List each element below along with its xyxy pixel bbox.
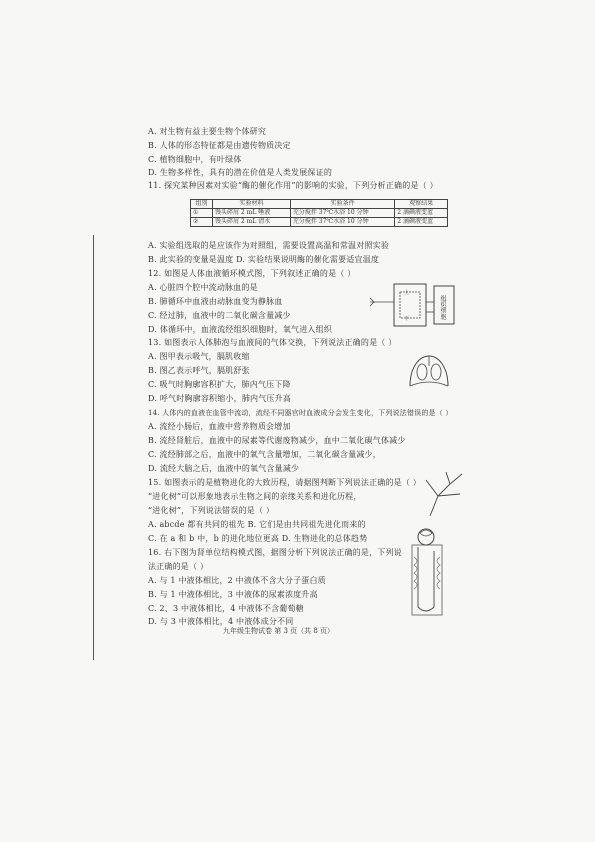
text-line: B. 与 1 中液体相比，3 中液体的尿素浓度升高 xyxy=(148,590,318,599)
table-cell: 充分搅拌 37℃水浴 10 分钟 xyxy=(290,218,394,227)
table-header-row xyxy=(191,200,448,209)
table-row xyxy=(191,209,448,218)
nephron-diagram xyxy=(404,527,450,619)
text-line: B. 流经肾脏后，血液中的尿素等代谢废物减少，血中二氧化碳气体减少 xyxy=(148,436,406,445)
margin-line xyxy=(93,235,94,660)
table-header-cell: 组别 xyxy=(191,200,213,209)
text-line: D. 生物多样性，具有的潜在价值是人类发展保证的 xyxy=(148,168,333,177)
diagram-label: 下 xyxy=(404,316,410,322)
text-line: A. 实验组选取的是应该作为对照组，需要设置高温和常温对照实验 xyxy=(148,241,390,250)
page-footer: 九年级生物试卷 第 3 页（共 8 页） xyxy=(223,627,335,635)
table-cell: 馒头碎屑 2 mL 唾液 xyxy=(213,209,291,218)
diagram-label: 上 xyxy=(404,290,410,296)
text-line: C. 植物细胞中，有叶绿体 xyxy=(148,155,242,164)
text-line: B. 此实验的变量是温度 D. 实验结果说明酶的催化需要适宜温度 xyxy=(148,255,380,264)
table-header-cell: 观察结果 xyxy=(395,200,448,209)
text-line: 13. 如图表示人体肺泡与血液间的气体交换，下列说法正确的是（ ） xyxy=(148,338,397,347)
table-header-cell: 实验材料 xyxy=(213,200,291,209)
text-line: C. 在 a 和 b 中，b 的进化地位更高 D. 生物进化的总体趋势 xyxy=(148,534,368,543)
text-line: “进化树”可以形象地表示生物之间的亲缘关系和进化历程， xyxy=(148,492,362,501)
text-line: D. 流经大脑之后，血液中的氧气含量减少 xyxy=(148,464,300,473)
text-line: D. 呼气时胸廓容积缩小，肺内气压升高 xyxy=(148,394,292,403)
text-line: C. 流经肺部之后，血液中的氧气含量增加，二氧化碳含量减少， xyxy=(148,450,381,459)
diagram-label: 组织细胞 xyxy=(439,295,446,320)
table-row xyxy=(191,218,448,227)
text-line: 16. 右下图为肾单位结构模式图，据图分析下列说法正确的是，下列说 xyxy=(148,548,402,557)
text-line: 15. 如图表示的是植物进化的大致历程，请据图判断下列说法正确的是（ ） xyxy=(148,478,422,487)
text-line: 14. 人体内的血液在血管中流动，流经不同器官时血液成分会发生变化，下列说法错误的是（ ） xyxy=(148,409,453,417)
breathing-diagram xyxy=(406,352,452,390)
text-line: A. 对生物有益主要生物个体研究 xyxy=(148,127,267,136)
table-cell: 2 滴碘液变蓝 xyxy=(395,209,448,218)
text-line: A. abcde 都有共同的祖先 B. 它们是由共同祖先进化而来的 xyxy=(148,520,366,529)
text-line: C. 吸气时胸廓容积扩大，肺内气压下降 xyxy=(148,380,291,389)
table-cell: ② xyxy=(191,218,213,227)
text-line: A. 与 1 中液体相比，2 中液体不含大分子蛋白质 xyxy=(148,576,326,585)
text-line: C. 2、3 中液体相比，4 中液体不含葡萄糖 xyxy=(148,604,304,613)
table-cell: 充分搅拌 37℃水浴 10 分钟 xyxy=(290,209,394,218)
text-line: B. 图乙表示呼气，膈肌舒张 xyxy=(148,366,250,375)
text-line: A. 图甲表示吸气，膈肌收缩 xyxy=(148,352,250,361)
text-line: A. 流经小肠后，血液中营养物质会增加 xyxy=(148,422,291,431)
text-line: C. 经过肺，血液中的二氧化碳含量减少 xyxy=(148,311,291,320)
table-cell: ① xyxy=(191,209,213,218)
table-cell: 2 滴碘液变蓝 xyxy=(395,218,448,227)
text-line: 12. 如图是人体血液循环模式图，下列叙述正确的是（ ） xyxy=(148,269,356,278)
evolution-tree-diagram xyxy=(420,470,470,518)
table-cell: 馒头碎屑 2 mL 清水 xyxy=(213,218,291,227)
text-line: 11. 探究某种因素对实验“酶的催化作用”的影响的实验，下列分析正确的是（ ） xyxy=(148,181,438,190)
text-line: D. 体循环中，血液流经组织细胞时，氧气进入组织 xyxy=(148,325,333,334)
text-line: A. 心脏四个腔中流动脉血的是 xyxy=(148,283,258,292)
text-line: B. 肺循环中血液由动脉血变为静脉血 xyxy=(148,297,283,306)
text-line: B. 人体的形态特征都是由遗传物质决定 xyxy=(148,141,291,150)
text-line: D. 与 3 中液体相比，4 中液体成分不同 xyxy=(148,617,294,626)
text-line: 法正确的是（ ） xyxy=(148,562,209,571)
experiment-table xyxy=(190,199,448,227)
text-line: “进化树”，下列说法错误的是（ ） xyxy=(148,506,275,515)
table-header-cell: 实验条件 xyxy=(290,200,394,209)
